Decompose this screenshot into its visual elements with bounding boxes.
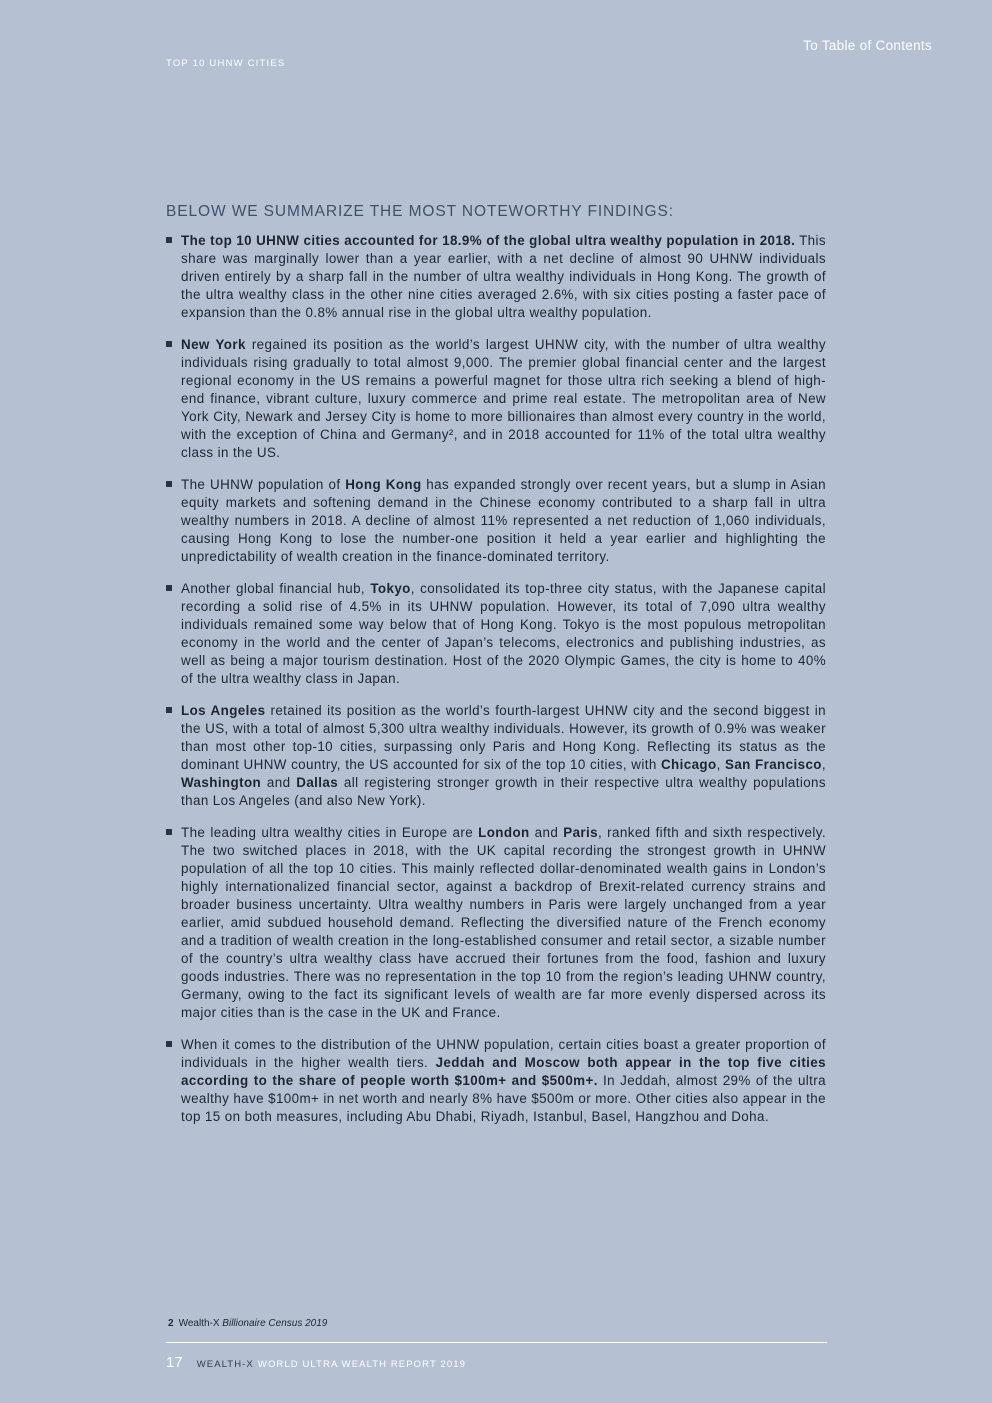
finding-text [181,337,826,460]
section-label: TOP 10 UHNW CITIES [166,58,286,69]
finding-highlight: Jeddah and Moscow both appear in the top five cities according to the share of people worth $100m+ and $500m+. [181,1055,826,1088]
finding-item [166,702,826,810]
finding-run: has expanded strongly over recent years, but a slump in Asian equity markets and softening demand in the Chinese economy contributed to a sharp fall in ultra wealthy numbers in 2018. A decline of almost 11% represented a net reduction of 1,060 individuals, causing Hong Kong to lose the number-one position it held a year earlier and highlighting the unpredictability of wealth creation in the finance-dominated territory. [181,477,826,564]
finding-highlight: New York [181,337,246,352]
finding-highlight: Washington [181,775,262,790]
finding-highlight: San Francisco [724,757,822,772]
finding-highlight: The top 10 UHNW cities accounted for 18.9% of the global ultra wealthy population in 2018. [181,233,796,248]
finding-run: This share was marginally lower than a year earlier, with a net decline of almost 90 UHNW individuals driven entirely by a sharp fall in the number of ultra wealthy individuals in Hong Kong. The growth of the ultra wealthy class in the other nine cities averaged 2.6%, with six cities posting a faster pace of expansion than the 0.8% annual rise in the global ultra wealthy population. [181,233,826,320]
finding-highlight: Paris [563,825,599,840]
bullet-icon [166,707,172,713]
finding-text [181,233,826,320]
finding-run: , consolidated its top-three city status, with the Japanese capital recording a solid rise of 4.5% in its UHNW population. However, its total of 7,090 ultra wealthy individuals remained some way below that of Hong Kong. Tokyo is the most populous metropolitan economy in the world and the center of Japan’s telecoms, electronics and publishing industries, as well as being a major tourism destination. Host of the 2020 Olympic Games, the city is home to 40% of the ultra wealthy class in Japan. [181,581,827,686]
bullet-icon [166,829,172,835]
finding-text [181,1037,826,1124]
footer-divider [166,1342,827,1343]
page-number: 17 [166,1354,183,1371]
finding-highlight: London [478,825,530,840]
footer-report-title: WORLD ULTRA WEALTH REPORT 2019 [257,1359,466,1370]
finding-run: When it comes to the distribution of the UHNW population, certain cities boast a greater proportion of individuals in the higher wealth tiers. [181,1037,826,1070]
bullet-icon [166,341,172,347]
finding-item [166,336,826,462]
finding-item [166,1036,826,1126]
finding-text [181,581,826,686]
finding-item [166,580,826,688]
bullet-icon [166,237,172,243]
finding-run: , [821,757,827,772]
finding-run: , [716,757,725,772]
finding-item [166,476,826,566]
finding-run: , ranked fifth and sixth respectively. The two switched places in 2018, with the UK capital recording the strongest growth in UHNW population of all the top 10 cities. This mainly reflected dollar-denominated wealth gains in London’s highly internationalized financial sector, against a backdrop of Brexit-related currency strains and broader business uncertainty. Ultra wealthy numbers in Paris were largely unchanged from a year earlier, amid subdued household demand. Reflecting the diversified nature of the French economy and a tradition of wealth creation in the long-established consumer and retail sector, a sizable number of the country’s ultra wealthy class have accrued their fortunes from the food, fashion and luxury goods industries. There was no representation in the top 10 from the region’s leading UHNW country, Germany, owing to the fact its significant levels of wealth are far more evenly dispersed across its major cities than is the case in the UK and France. [181,825,826,1020]
table-of-contents-link[interactable]: To Table of Contents [803,38,932,53]
finding-highlight: Dallas [296,775,339,790]
finding-run: regained its position as the world’s largest UHNW city, with the number of ultra wealthy individuals rising gradually to total almost 9,000. The premier global financial center and the largest regional economy in the US remains a powerful magnet for those ultra rich seeking a blend of high-end finance, vibrant culture, luxury commerce and prime real estate. The metropolitan area of New York City, Newark and Jersey City is home to more billionaires than almost every country in the world, with the exception of China and Germany², and in 2018 accounted for 11% of the total ultra wealthy class in the US. [181,337,826,460]
finding-run: retained its position as the world’s fourth-largest UHNW city and the second biggest in the US, with a total of almost 5,300 ultra wealthy individuals. However, its growth of 0.9% was weaker than most other top-10 cities, surpassing only Paris and Hong Kong. Reflecting its status as the dominant UHNW country, the US accounted for six of the top 10 cities, with [181,703,826,772]
footnote [168,1318,327,1329]
bullet-icon [166,1041,172,1047]
bullet-icon [166,585,172,591]
finding-text [181,477,826,564]
finding-run: The UHNW population of [181,477,346,492]
finding-run: The leading ultra wealthy cities in Europe are [181,825,479,840]
footnote-source: Billionaire Census 2019 [222,1318,328,1329]
finding-run: and [529,825,564,840]
page-footer [166,1354,466,1371]
footnote-number: 2 [168,1318,174,1329]
finding-highlight: Tokyo [370,581,411,596]
finding-run: In Jeddah, almost 29% of the ultra wealthy have $100m+ in net worth and nearly 8% have $500m or more. Other cities also appear in the top 15 on both measures, including Abu Dhabi, Riyadh, Istanbul, Basel, Hangzhou and Doha. [181,1073,826,1124]
finding-run: all registering stronger growth in their respective ultra wealthy populations than Los Angeles (and also New York). [181,775,826,808]
finding-highlight: Chicago [660,757,717,772]
finding-text [181,825,826,1020]
finding-text [181,703,826,808]
footnote-brand: Wealth-X [178,1318,220,1329]
finding-highlight: Hong Kong [345,477,422,492]
finding-run: Another global financial hub, [181,581,371,596]
finding-item [166,232,826,322]
finding-item [166,824,826,1022]
finding-highlight: Los Angeles [181,703,266,718]
footer-brand: WEALTH-X [196,1359,254,1370]
bullet-icon [166,481,172,487]
findings-list [166,232,826,1140]
finding-run: and [261,775,297,790]
page-heading: BELOW WE SUMMARIZE THE MOST NOTEWORTHY FINDINGS: [166,202,674,220]
